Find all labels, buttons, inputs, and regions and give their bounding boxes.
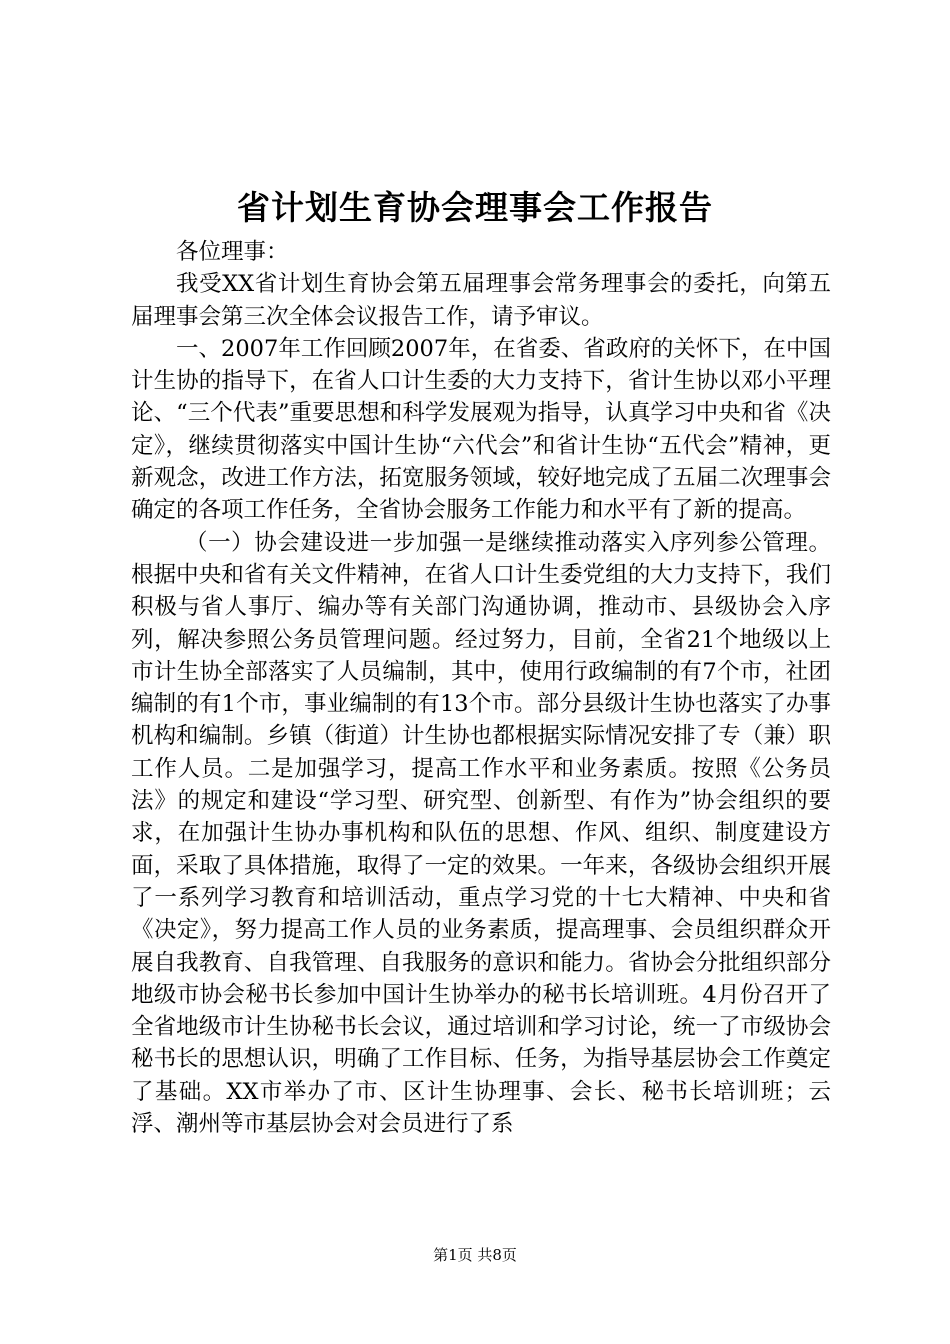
association-building-paragraph: （一）协会建设进一步加强一是继续推动落实入序列参公管理。根据中央和省有关文件精神，在省人口计生委党组的大力支持下，我们积极与省人事厅、编办等有关部门沟通协调，推动市、县级协会入序列，解决参照公务员管理问题。经过努力，目前，全省21个地级以上市计生协全部落实了人员编制，其中，使用行政编制的有7个市，社团编制的有1个市，事业编制的有13个市。部分县级计生协也落实了办事机构和编制。乡镇（街道）计生协也都根据实际情况安排了专（兼）职工作人员。二是加强学习，提高工作水平和业务素质。按照《公务员法》的规定和建设“学习型、研究型、创新型、有作为”协会组织的要求，在加强计生协办事机构和队伍的思想、作风、组织、制度建设方面，采取了具体措施，取得了一定的效果。一年来，各级协会组织开展了一系列学习教育和培训活动，重点学习党的十七大精神、中央和省《决定》，努力提高工作人员的业务素质，提高理事、会员组织群众开展自我教育、自我管理、自我服务的意识和能力。省协会分批组织部分地级市协会秘书长参加中国计生协举办的秘书长培训班。4月份召开了全省地级市计生协秘书长会议，通过培训和学习讨论，统一了市级协会秘书长的思想认识，明确了工作目标、任务，为指导基层协会工作奠定了基础。XX市举办了市、区计生协理事、会长、秘书长培训班；云浮、潮州等市基层协会对会员进行了系 xyxy=(131,529,831,1138)
page-footer: 第1页 共8页 xyxy=(433,1246,517,1264)
salutation-paragraph: 各位理事： xyxy=(176,239,289,265)
document-body xyxy=(131,236,831,1140)
intro-paragraph: 我受XX省计划生育协会第五届理事会常务理事会的委托，向第五届理事会第三次全体会议报告工作，请予审议。 xyxy=(131,271,831,330)
review-paragraph: 一、2007年工作回顾2007年，在省委、省政府的关怀下，在中国计生协的指导下，在省人口计生委的大力支持下，省计生协以邓小平理论、“三个代表”重要思想和科学发展观为指导，认真学习中央和省《决定》，继续贯彻落实中国计生协“六代会”和省计生协“五代会”精神，更新观念，改进工作方法，拓宽服务领域，较好地完成了五届二次理事会确定的各项工作任务，全省协会服务工作能力和水平有了新的提高。 xyxy=(131,335,831,524)
document-title: 省计划生育协会理事会工作报告 xyxy=(237,188,713,227)
